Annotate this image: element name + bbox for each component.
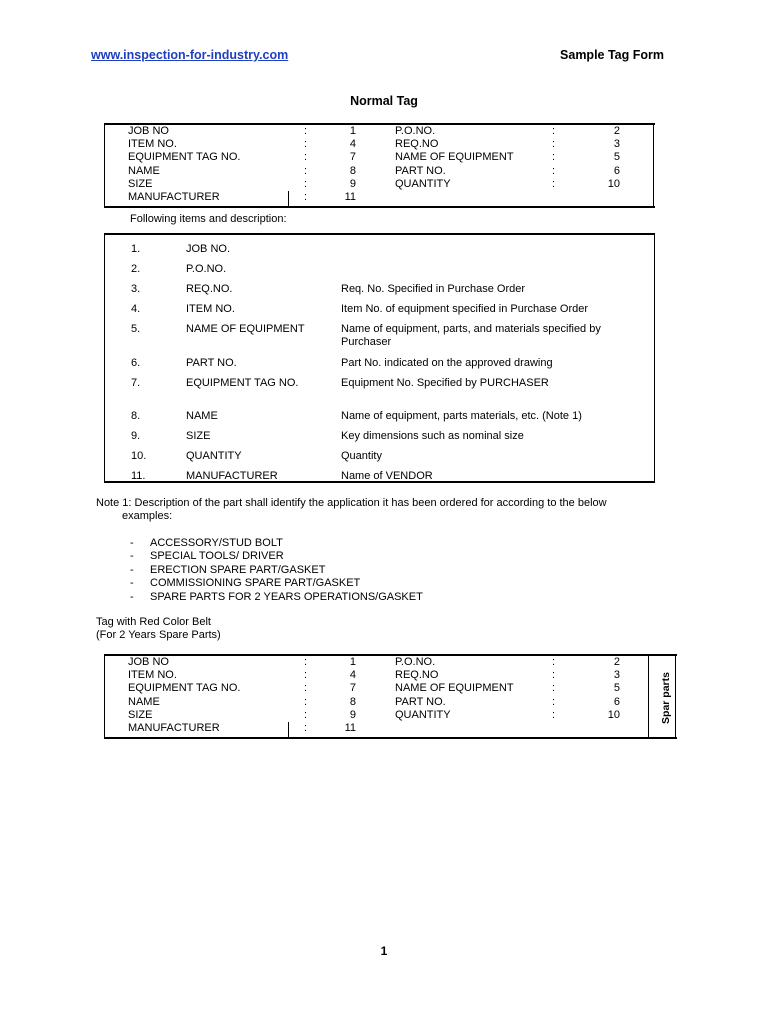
item-name: QUANTITY: [186, 450, 242, 462]
item-description: Item No. of equipment specified in Purchase Order: [341, 303, 589, 315]
tag-field-value: 3: [613, 669, 620, 682]
tag-field-colon: :: [552, 164, 556, 177]
tag-divider: [288, 191, 289, 208]
tag-field-value: 2: [613, 656, 620, 668]
tag-field-value: 4: [349, 669, 356, 682]
item-description: Req. No. Specified in Purchase Order: [341, 283, 526, 295]
tag-field-label: ITEM NO.: [128, 669, 177, 682]
tag-field-label: SIZE: [128, 177, 153, 190]
note-line: Note 1: Description of the part shall identify the application it has been ordered for according to the below: [96, 497, 607, 509]
tag-field-label: NAME OF EQUIPMENT: [395, 682, 514, 695]
tag-field-value: 8: [349, 164, 356, 177]
tag-field-value: 4: [349, 138, 356, 151]
item-number: 3.: [131, 283, 141, 295]
tag-field-colon: :: [552, 138, 556, 151]
tag-field-label: NAME: [128, 164, 160, 177]
item-name: MANUFACTURER: [186, 470, 278, 482]
items-intro: Following items and description:: [130, 213, 287, 225]
item-number: 5.: [131, 323, 141, 335]
item-name: REQ.NO.: [186, 283, 233, 295]
tag-field-value: 10: [607, 708, 620, 721]
list-item: - ACCESSORY/STUD BOLT: [130, 537, 283, 549]
tag-field-label: PART NO.: [395, 164, 446, 177]
tag-field-value: 6: [613, 695, 620, 708]
tag-field-value: 9: [349, 177, 356, 190]
tag-field-colon: :: [552, 151, 556, 164]
examples-list: [130, 537, 423, 604]
tag-field-value: 5: [613, 151, 620, 164]
tag-field-colon: :: [304, 708, 308, 721]
item-number: 9.: [131, 430, 141, 442]
tag-field-value: 7: [349, 151, 356, 164]
tag-field-value: 3: [613, 138, 620, 151]
tag-field-colon: :: [304, 191, 308, 203]
spare-parts-tag-box: [104, 654, 677, 739]
item-description: Quantity: [341, 450, 382, 462]
item-name: JOB NO.: [186, 243, 231, 255]
tag-field-colon: :: [304, 669, 308, 682]
tag-field-label: QUANTITY: [395, 708, 451, 721]
item-description: Equipment No. Specified by PURCHASER: [341, 377, 549, 389]
tag-field-value: 9: [349, 708, 356, 721]
caption-line: (For 2 Years Spare Parts): [96, 629, 221, 641]
item-name: P.O.NO.: [186, 263, 227, 275]
item-number: 10.: [131, 450, 147, 462]
tag-field-label: SIZE: [128, 708, 153, 721]
tag-field-colon: :: [304, 177, 308, 190]
tag-field-colon: :: [304, 125, 308, 137]
tag-field-colon: :: [304, 164, 308, 177]
tag-field-label: ITEM NO.: [128, 138, 177, 151]
list-item: - SPECIAL TOOLS/ DRIVER: [130, 550, 284, 563]
note-line: examples:: [122, 510, 173, 523]
items-description-table: [104, 233, 655, 483]
website-link[interactable]: www.inspection-for-industry.com: [91, 48, 289, 62]
item-number: 6.: [131, 357, 141, 369]
item-name: ITEM NO.: [186, 303, 235, 315]
tag-divider: [288, 722, 289, 739]
list-item: - SPARE PARTS FOR 2 YEARS OPERATIONS/GASKET: [130, 590, 423, 603]
item-description: Part No. indicated on the approved drawing: [341, 357, 553, 369]
tag-field-label: JOB NO: [128, 125, 169, 137]
tag-field-label: MANUFACTURER: [128, 722, 220, 734]
tag-field-label: EQUIPMENT TAG NO.: [128, 151, 241, 164]
tag-field-label: QUANTITY: [395, 177, 451, 190]
item-description: Name of equipment, parts, and materials specified by Purchaser: [341, 323, 601, 348]
item-number: 2.: [131, 263, 141, 275]
tag-field-colon: :: [304, 722, 308, 734]
item-number: 7.: [131, 377, 141, 389]
item-description: Name of VENDOR: [341, 470, 433, 482]
normal-tag-box: [104, 123, 655, 208]
tag-field-colon: :: [304, 138, 308, 151]
tag-field-label: MANUFACTURER: [128, 191, 220, 203]
document-label: Sample Tag Form: [560, 48, 664, 62]
list-item: - ERECTION SPARE PART/GASKET: [130, 563, 326, 576]
spare-parts-side-label: Spar parts: [660, 672, 672, 724]
tag-field-colon: :: [552, 695, 556, 708]
tag-field-label: PART NO.: [395, 695, 446, 708]
tag-field-value: 11: [344, 191, 356, 203]
item-name: NAME: [186, 410, 218, 422]
tag-field-label: JOB NO: [128, 656, 169, 668]
list-item: - COMMISSIONING SPARE PART/GASKET: [130, 577, 361, 590]
tag-field-colon: :: [552, 708, 556, 721]
item-description: Key dimensions such as nominal size: [341, 430, 524, 442]
page-number: 1: [380, 944, 388, 958]
tag-field-colon: :: [304, 151, 308, 164]
tag-field-value: 11: [344, 722, 356, 734]
tag-field-colon: :: [552, 177, 556, 190]
caption-line: Tag with Red Color Belt: [96, 616, 211, 628]
tag-field-label: EQUIPMENT TAG NO.: [128, 682, 241, 695]
tag-field-value: 10: [607, 177, 620, 190]
item-description: Name of equipment, parts materials, etc. (Note 1): [341, 410, 582, 422]
item-number: 11.: [131, 470, 146, 482]
tag-field-colon: :: [552, 682, 556, 695]
item-name: EQUIPMENT TAG NO.: [186, 377, 299, 389]
item-name: PART NO.: [186, 357, 237, 369]
item-name: SIZE: [186, 430, 211, 442]
red-belt-caption: [96, 616, 221, 642]
tag-field-colon: :: [304, 656, 308, 668]
tag-field-colon: :: [552, 656, 556, 668]
tag-field-value: 1: [349, 656, 356, 668]
tag-field-value: 5: [613, 682, 620, 695]
tag-field-colon: :: [552, 669, 556, 682]
tag-field-colon: :: [304, 695, 308, 708]
tag-field-label: REQ.NO: [395, 669, 439, 682]
tag-field-colon: :: [552, 125, 556, 137]
item-name: NAME OF EQUIPMENT: [186, 323, 305, 335]
tag-field-label: NAME: [128, 695, 160, 708]
tag-field-value: 7: [349, 682, 356, 695]
page-title: Normal Tag: [350, 94, 418, 108]
tag-field-value: 1: [349, 125, 356, 137]
tag-field-value: 2: [613, 125, 620, 137]
tag-field-value: 6: [613, 164, 620, 177]
tag-field-label: REQ.NO: [395, 138, 439, 151]
item-number: 8.: [131, 410, 141, 422]
item-number: 1.: [131, 243, 141, 255]
item-number: 4.: [131, 303, 141, 315]
tag-field-label: P.O.NO.: [395, 656, 436, 668]
tag-field-value: 8: [349, 695, 356, 708]
tag-field-colon: :: [304, 682, 308, 695]
tag-field-label: NAME OF EQUIPMENT: [395, 151, 514, 164]
tag-field-label: P.O.NO.: [395, 125, 436, 137]
note-1: [96, 497, 656, 524]
